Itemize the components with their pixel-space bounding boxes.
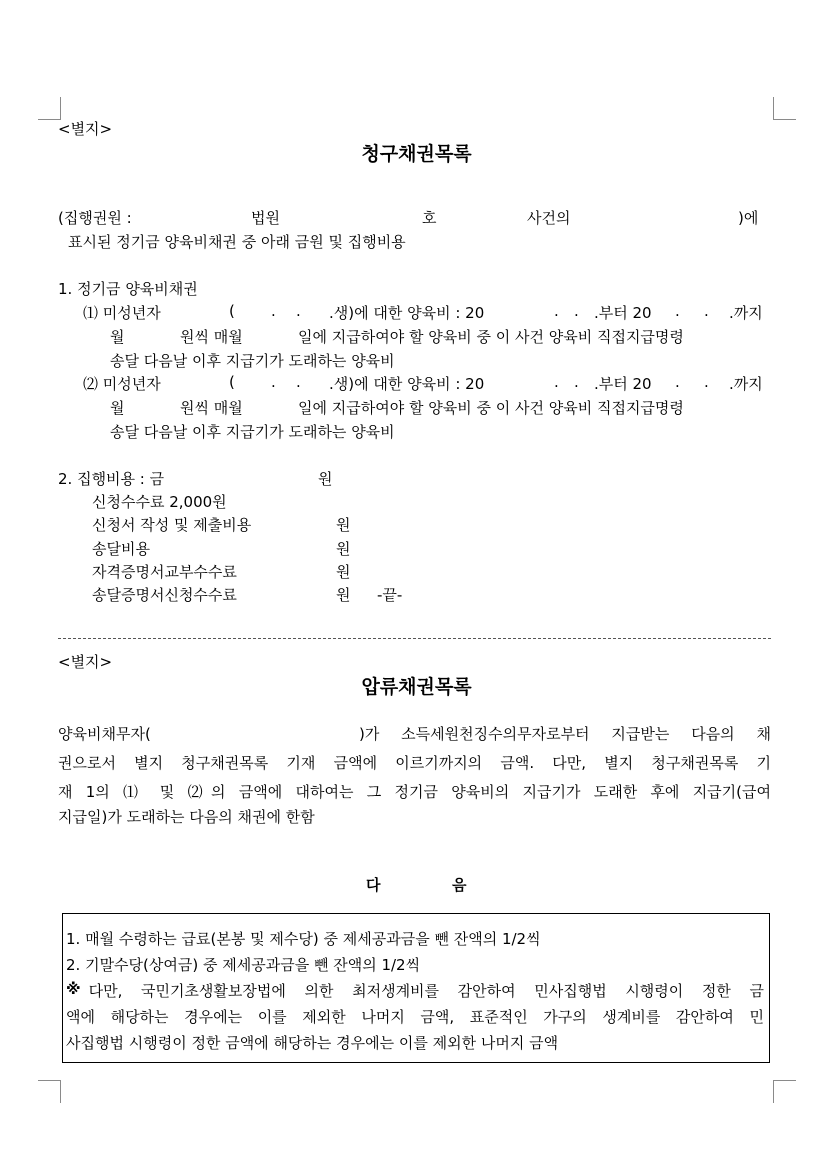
item-2-heading: 2. 집행비용 : 금 <box>58 470 165 488</box>
crop-mark-top-left <box>38 97 61 120</box>
next-heading-part-2: 음 <box>452 876 467 894</box>
item-1-sub-2-line-2: 월 원씩 매월 일에 지급하여야 할 양육비 중 이 사건 양육비 직접지급명령 <box>110 399 684 417</box>
cost-row-label: 신청서 작성 및 제출비용 <box>92 516 252 534</box>
note-mark: ※ <box>66 980 81 998</box>
cost-row-label: 자격증명서교부수수료 <box>92 563 237 581</box>
cost-row-won: 원 <box>336 540 351 558</box>
crop-mark-bottom-left <box>38 1080 61 1103</box>
attachment-tag-2: <별지> <box>58 653 113 671</box>
intro-line-2: 표시된 정기금 양육비채권 중 아래 금원 및 집행비용 <box>68 233 406 251</box>
seizure-list-title: 압류채권목록 <box>361 676 472 698</box>
cost-row-won: 원 <box>336 586 351 604</box>
end-mark: -끝- <box>377 586 403 604</box>
item-1-sub-2-line-1: ⑵ 미성년자 ( . . .생)에 대한 양육비 : 20 . . .부터 20 . . .까지 <box>83 373 763 393</box>
section-divider <box>58 638 771 639</box>
crop-mark-top-right <box>773 97 796 120</box>
claim-list-title: 청구채권목록 <box>361 143 472 165</box>
box-line-5: 사집행법 시행령이 정한 금액에 해당하는 경우에는 이를 제외한 나머지 금액 <box>66 1034 559 1052</box>
item-1-sub-2-line-3: 송달 다음날 이후 지급기가 도래하는 양육비 <box>110 423 395 441</box>
para-line-3: 재 1의 ⑴ 및 ⑵의 금액에 대하여는 그 정기금 양육비의 지급기가 도래한 후에 지급기(급여 <box>58 783 771 801</box>
para-line-4: 지급일)가 도래하는 다음의 채권에 한함 <box>58 808 315 826</box>
box-line-4: 액에 해당하는 경우에는 이를 제외한 나머지 금액, 표준적인 가구의 생계비를 감안하여 민 <box>66 1008 764 1026</box>
item-1-sub-1-line-3: 송달 다음날 이후 지급기가 도래하는 양육비 <box>110 352 395 370</box>
cost-row-label: 송달비용 <box>92 540 150 558</box>
box-line-3: ※ 다만, 국민기초생활보장법에 의한 최저생계비를 감안하여 민사집행법 시행령이 정한 금 <box>66 980 764 1000</box>
cost-row-label: 신청수수료 2,000원 <box>92 493 227 511</box>
para-line-1: 양육비채무자( )가 소득세원천징수의무자로부터 지급받는 다음의 채 <box>58 725 771 743</box>
cost-row-won: 원 <box>336 563 351 581</box>
box-line-1: 1. 매월 수령하는 급료(본봉 및 제수당) 중 제세공과금을 뺀 잔액의 1/2씩 <box>66 930 541 948</box>
cost-row-won: 원 <box>336 516 351 534</box>
crop-mark-bottom-right <box>773 1080 796 1103</box>
attachment-tag-1: <별지> <box>58 120 113 138</box>
next-heading-part-1: 다 <box>366 876 381 894</box>
box-line-2: 2. 기말수당(상여금) 중 제세공과금을 뺀 잔액의 1/2씩 <box>66 956 421 974</box>
item-2-won: 원 <box>318 470 333 488</box>
item-1-sub-1-line-2: 월 원씩 매월 일에 지급하여야 할 양육비 중 이 사건 양육비 직접지급명령 <box>110 328 684 346</box>
seizure-detail-box <box>62 913 770 1063</box>
para-line-2: 권으로서 별지 청구채권목록 기재 금액에 이르기까지의 금액. 다만, 별지 청구채권목록 기 <box>58 754 771 772</box>
item-1-sub-1-line-1: ⑴ 미성년자 ( . . .생)에 대한 양육비 : 20 . . .부터 20 . . .까지 <box>83 302 763 322</box>
item-1-heading: 1. 정기금 양육비채권 <box>58 280 198 298</box>
cost-row-label: 송달증명서신청수수료 <box>92 586 237 604</box>
intro-line-1: (집행권원 : 법원 호 사건의 )에 <box>58 209 759 227</box>
